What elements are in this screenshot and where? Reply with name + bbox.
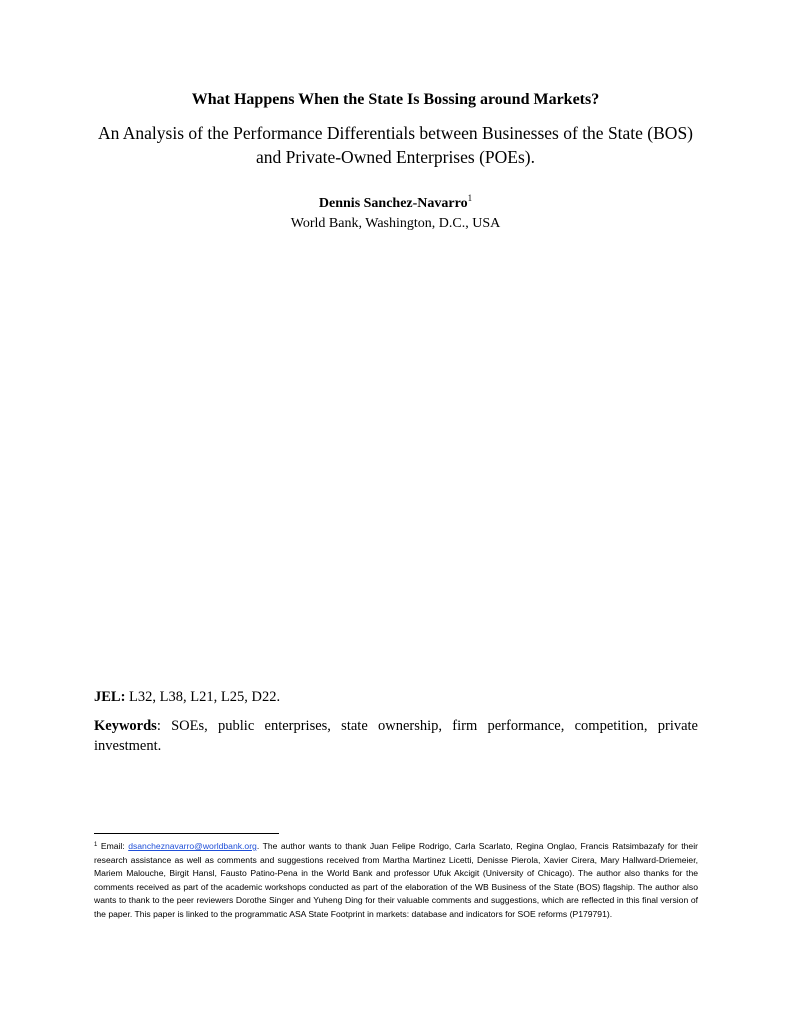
footnote-text: . The author wants to thank Juan Felipe Rodrigo, Carla Scarlato, Regina Onglao, Francis Ratsimbazafy for their research assistance as well as comments and suggestions received from Martha Martinez Licetti, Denisse Pierola, Xavier Cirera, Mary Hallward-Driemeier, Mariem Malouche, Birgit Hansl, Fausto Patino-Pena in the World Bank and professor Ufuk Akcigit (University of Chicago). The author also thanks for the comments received as part of the academic workshops conducted as part of the elaboration of the WB Business of the State (BOS) flagship. The author also wants to thank to the peer reviewers Dorothe Singer and Yuheng Ding for their valuable comments and suggestions, which are reflected in this final version of the paper. This paper is linked to the programmatic ASA State Footprint in markets: database and indicators for SOE reforms (P179791). <box>94 841 698 919</box>
paper-subtitle: An Analysis of the Performance Differentials between Businesses of the State (BOS) and Private-Owned Enterprises (POEs). <box>97 123 694 167</box>
keywords-text: : SOEs, public enterprises, state ownership, firm performance, competition, private investment. <box>94 718 698 754</box>
keywords-section <box>94 716 698 756</box>
keywords-label: Keywords <box>94 718 157 734</box>
paper-title: What Happens When the State Is Bossing around Markets? <box>191 91 600 108</box>
jel-label: JEL: <box>94 689 126 705</box>
author-name <box>0 195 791 213</box>
footnote <box>94 840 698 922</box>
jel-classification <box>94 688 698 706</box>
footnote-mark: 1 <box>94 842 98 848</box>
footnote-separator <box>94 833 279 834</box>
author-footnote-mark[interactable]: 1 <box>467 193 473 203</box>
author-name-text: Dennis Sanchez-Navarro <box>318 196 468 211</box>
author-affiliation: World Bank, Washington, D.C., USA <box>290 216 501 231</box>
author-email-link[interactable]: dsancheznavarro@worldbank.org <box>128 841 257 851</box>
footnote-email-label: Email: <box>97 841 129 851</box>
jel-codes: L32, L38, L21, L25, D22. <box>125 689 281 705</box>
